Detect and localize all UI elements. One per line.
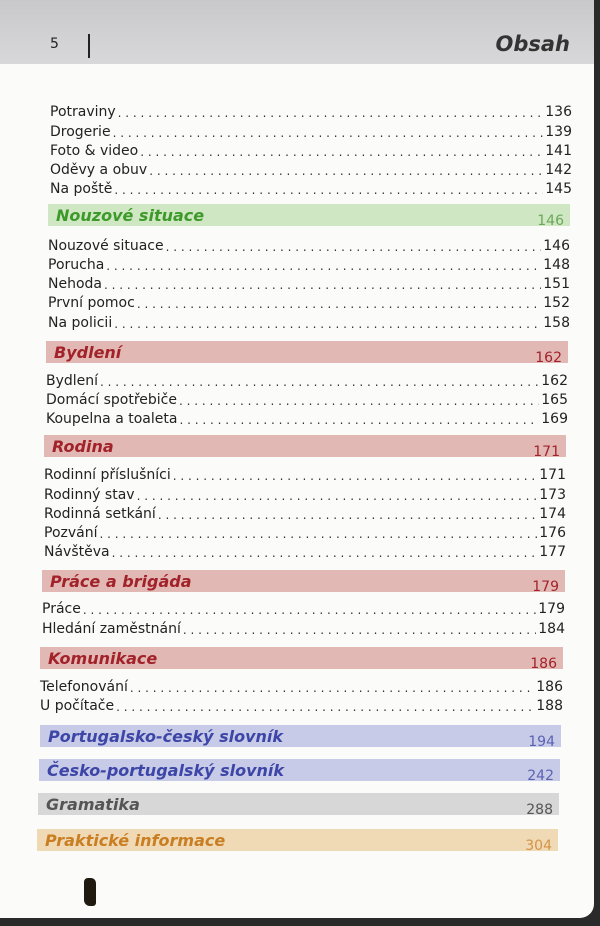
section-page-number: 162 — [535, 350, 562, 366]
section-band[interactable] — [40, 725, 561, 750]
section-band[interactable] — [46, 341, 568, 366]
toc-entry[interactable] — [42, 617, 565, 637]
toc-entry[interactable] — [44, 483, 566, 503]
dot-leader — [113, 126, 544, 140]
dot-leader — [114, 183, 543, 197]
toc-entry-page-number: 176 — [539, 525, 566, 541]
toc-entry[interactable] — [40, 694, 563, 714]
toc-entry-label: Na policii — [48, 315, 113, 331]
toc-entry-page-number: 152 — [543, 295, 570, 311]
toc-entry-page-number: 184 — [538, 621, 565, 637]
toc-entry-page-number: 142 — [545, 162, 572, 178]
toc-entry-label: Koupelna a toaleta — [46, 411, 178, 427]
toc-entry[interactable] — [42, 597, 565, 617]
toc-entry[interactable] — [44, 540, 566, 560]
toc-entry-label: Rodinná setkání — [44, 506, 156, 522]
dot-leader — [104, 278, 541, 292]
section-band[interactable] — [37, 829, 558, 854]
toc-entry[interactable] — [48, 272, 570, 292]
toc-entry-page-number: 162 — [541, 373, 568, 389]
dot-leader — [173, 469, 538, 483]
section-title: Česko-portugalský slovník — [47, 760, 285, 780]
toc-entry-label: Foto & video — [50, 143, 139, 159]
toc-entry[interactable] — [50, 100, 572, 120]
toc-entry[interactable] — [50, 177, 572, 197]
dot-leader — [83, 603, 536, 617]
toc-entry[interactable] — [50, 120, 572, 140]
section-title: Gramatika — [46, 794, 140, 814]
toc-entry-label: Hledání zaměstnání — [42, 621, 181, 637]
toc-entry-page-number: 177 — [539, 544, 566, 560]
section-band[interactable] — [39, 759, 560, 784]
toc-entry[interactable] — [50, 158, 572, 178]
toc-entry-label: U počítače — [40, 698, 115, 714]
toc-entry[interactable] — [48, 234, 570, 254]
dot-leader — [130, 681, 534, 695]
toc-entry-label: Oděvy a obuv — [50, 162, 148, 178]
section-band[interactable] — [40, 647, 563, 672]
section-title: Portugalsko-český slovník — [48, 726, 284, 746]
toc-entry-page-number: 188 — [536, 698, 563, 714]
toc-entry-page-number: 145 — [545, 181, 572, 197]
toc-entry-label: Nehoda — [48, 276, 102, 292]
toc-entry[interactable] — [44, 502, 566, 522]
section-title: Komunikace — [48, 648, 158, 668]
toc-entry-label: Práce — [42, 601, 81, 617]
section-page-number: 171 — [533, 444, 560, 460]
toc-entry-page-number: 171 — [539, 467, 566, 483]
toc-entry-label: Potraviny — [50, 104, 116, 120]
toc-entry-label: Porucha — [48, 257, 105, 273]
toc-entry-page-number: 151 — [543, 276, 570, 292]
toc-entry-page-number: 158 — [543, 315, 570, 331]
toc-entry[interactable] — [48, 253, 570, 273]
dot-leader — [114, 317, 541, 331]
dot-leader — [137, 297, 541, 311]
toc-entry[interactable] — [40, 675, 563, 695]
section-band[interactable] — [44, 435, 566, 460]
toc-entry-label: Pozvání — [44, 525, 98, 541]
toc-entry[interactable] — [46, 388, 568, 408]
toc-entry-page-number: 141 — [545, 143, 572, 159]
toc-entry[interactable] — [48, 311, 570, 331]
page-title: Obsah — [495, 32, 570, 56]
section-title: Bydlení — [54, 342, 122, 362]
toc-entry-page-number: 146 — [543, 238, 570, 254]
section-title: Rodina — [52, 436, 114, 456]
section-title: Praktické informace — [45, 830, 226, 850]
dot-leader — [149, 164, 543, 178]
section-page-number: 194 — [528, 734, 555, 750]
ink-blot — [84, 878, 96, 906]
dot-leader — [116, 700, 534, 714]
toc-entry[interactable] — [44, 463, 566, 483]
dot-leader — [118, 106, 544, 120]
dot-leader — [158, 508, 537, 522]
dot-leader — [179, 413, 539, 427]
dot-leader — [112, 546, 538, 560]
toc-entry-page-number: 136 — [545, 104, 572, 120]
toc-entry-label: První pomoc — [48, 295, 135, 311]
toc-entry[interactable] — [44, 521, 566, 541]
section-title: Práce a brigáda — [50, 571, 192, 591]
toc-entry-page-number: 173 — [539, 487, 566, 503]
toc-entry-label: Domácí spotřebiče — [46, 392, 177, 408]
dot-leader — [183, 623, 536, 637]
section-page-number: 179 — [532, 579, 559, 595]
toc-entry-label: Drogerie — [50, 124, 111, 140]
section-page-number: 146 — [537, 213, 564, 229]
toc-entry-label: Rodinný stav — [44, 487, 135, 503]
toc-entry[interactable] — [48, 291, 570, 311]
dot-leader — [166, 240, 542, 254]
toc-entry-page-number: 186 — [536, 679, 563, 695]
toc-entry-page-number: 174 — [539, 506, 566, 522]
toc-entry-label: Rodinní příslušníci — [44, 467, 171, 483]
toc-entry[interactable] — [46, 369, 568, 389]
toc-entry[interactable] — [46, 407, 568, 427]
section-page-number: 288 — [526, 802, 553, 818]
dot-leader — [137, 489, 538, 503]
toc-entry-label: Nouzové situace — [48, 238, 164, 254]
toc-entry-label: Telefonování — [40, 679, 128, 695]
section-page-number: 242 — [527, 768, 554, 784]
toc-entry-label: Na poště — [50, 181, 113, 197]
section-title: Nouzové situace — [56, 205, 205, 225]
toc-entry-label: Bydlení — [46, 373, 99, 389]
toc-entry-page-number: 165 — [541, 392, 568, 408]
toc-entry-page-number: 148 — [543, 257, 570, 273]
section-band[interactable] — [48, 204, 570, 229]
section-band[interactable] — [38, 793, 559, 818]
section-band[interactable] — [42, 570, 565, 595]
toc-entry-label: Návštěva — [44, 544, 110, 560]
toc-entry-page-number: 139 — [545, 124, 572, 140]
dot-leader — [100, 375, 539, 389]
dot-leader — [179, 394, 539, 408]
toc-entry-page-number: 169 — [541, 411, 568, 427]
section-page-number: 186 — [530, 656, 557, 672]
dot-leader — [99, 527, 537, 541]
page-number: 5 — [50, 36, 59, 52]
toc-entry-page-number: 179 — [538, 601, 565, 617]
section-page-number: 304 — [525, 838, 552, 854]
toc-entry[interactable] — [50, 139, 572, 159]
dot-leader — [106, 259, 541, 273]
dot-leader — [140, 145, 543, 159]
